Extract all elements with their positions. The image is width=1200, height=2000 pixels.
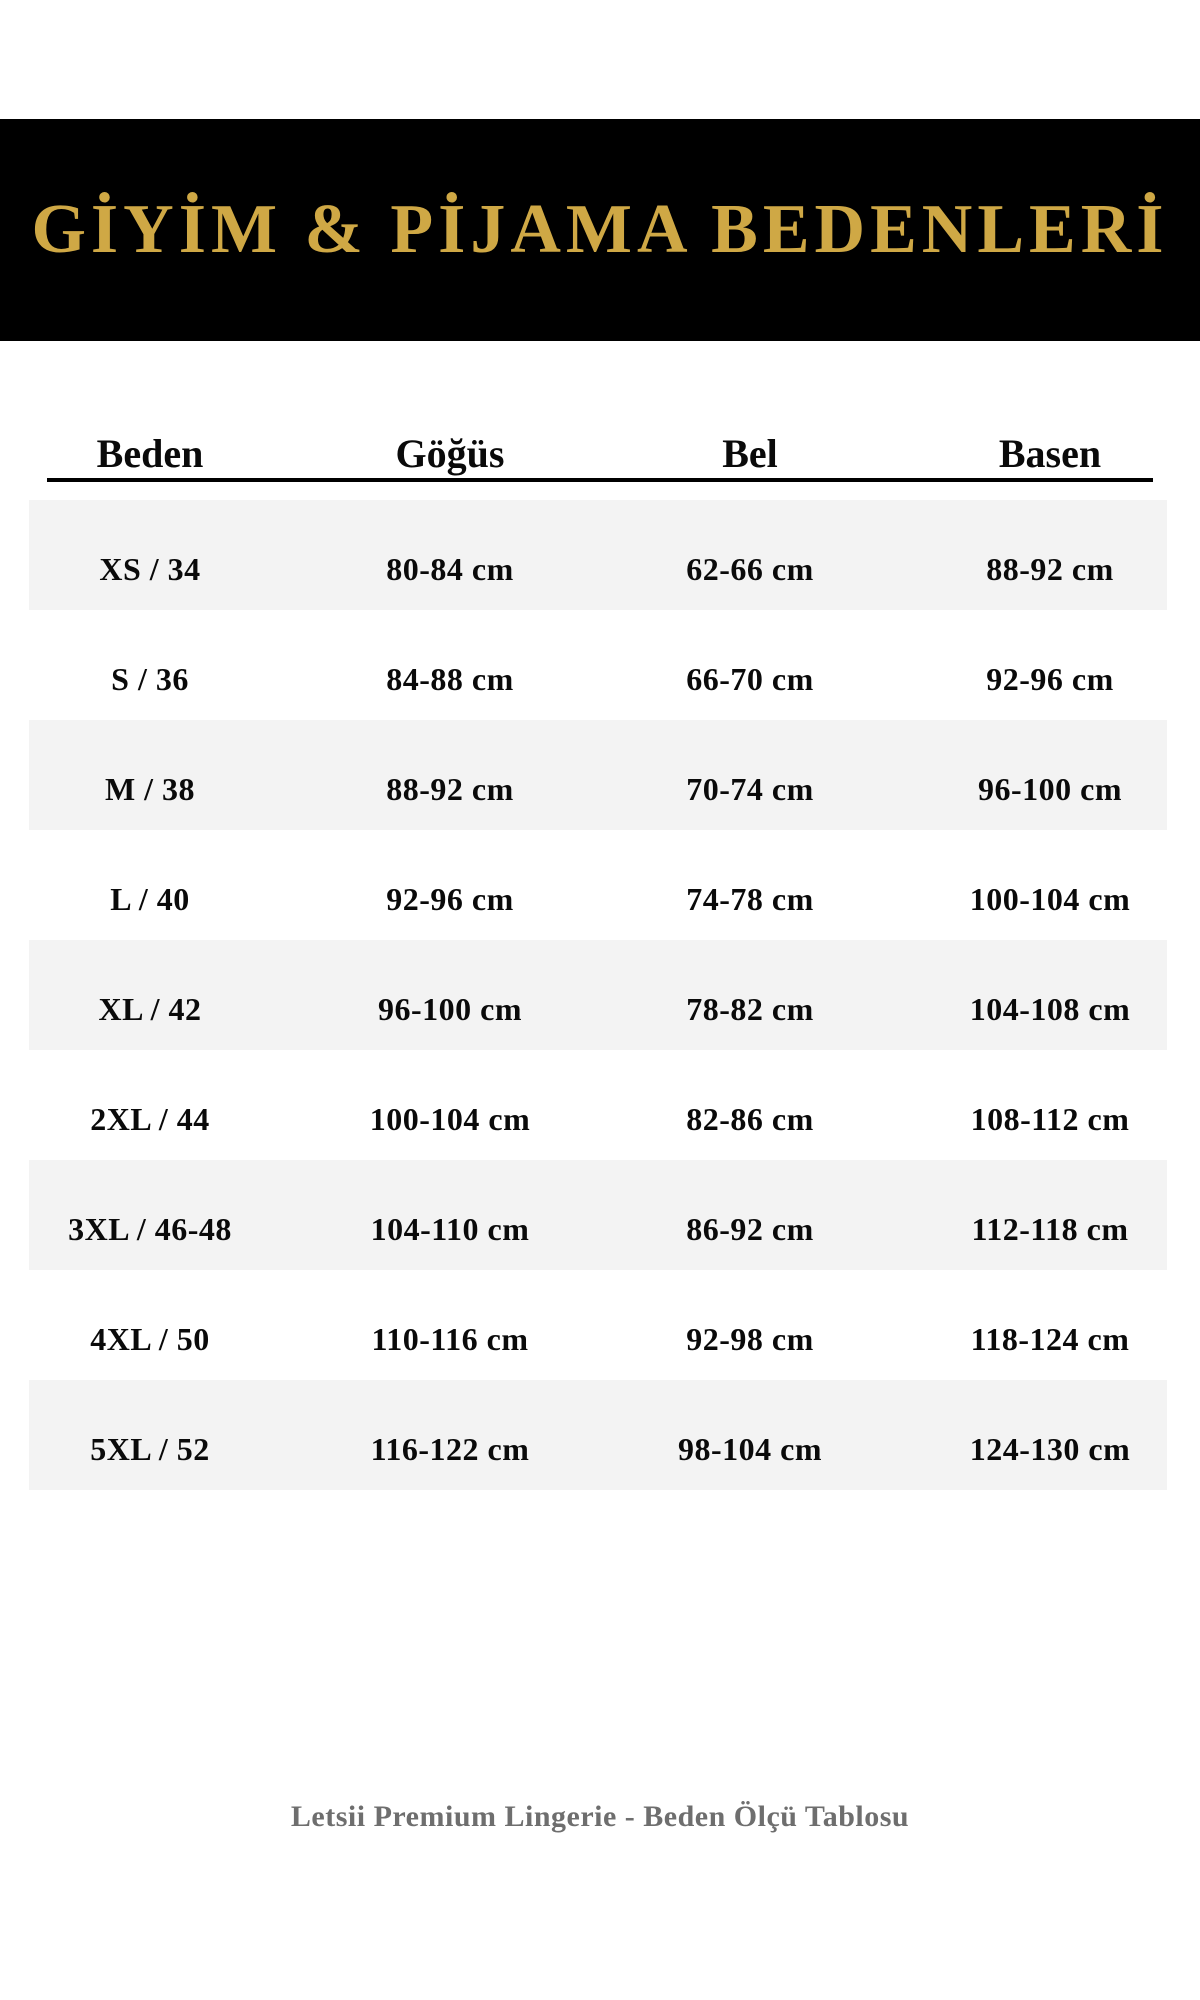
chest-cell: 96-100 cm — [377, 990, 522, 1027]
table-row — [0, 1160, 1200, 1270]
table-row — [0, 610, 1200, 720]
waist-cell: 66-70 cm — [686, 660, 814, 697]
column-header-chest: Göğüs — [395, 430, 505, 476]
size-cell: XL / 42 — [98, 990, 202, 1027]
table-row — [0, 1050, 1200, 1160]
hips-cell: 104-108 cm — [969, 990, 1131, 1027]
table-row — [0, 940, 1200, 1050]
size-cell: L / 40 — [110, 880, 190, 917]
table-row — [0, 720, 1200, 830]
chest-cell: 84-88 cm — [386, 660, 514, 697]
title-banner — [0, 119, 1200, 341]
hips-cell: 118-124 cm — [970, 1320, 1130, 1357]
hips-cell: 108-112 cm — [970, 1100, 1130, 1137]
chest-cell: 80-84 cm — [386, 550, 514, 587]
table-row — [0, 1270, 1200, 1380]
footer-caption: Letsii Premium Lingerie - Beden Ölçü Tablosu — [290, 1800, 910, 1833]
waist-cell: 82-86 cm — [686, 1100, 814, 1137]
size-cell: 5XL / 52 — [90, 1430, 210, 1467]
size-cell: 2XL / 44 — [90, 1100, 210, 1137]
waist-cell: 86-92 cm — [686, 1210, 814, 1247]
chest-cell: 110-116 cm — [371, 1320, 529, 1357]
chest-cell: 92-96 cm — [386, 880, 514, 917]
chest-cell: 104-110 cm — [370, 1210, 530, 1247]
table-row — [0, 500, 1200, 610]
column-header-waist: Bel — [722, 430, 778, 476]
waist-cell: 74-78 cm — [686, 880, 814, 917]
waist-cell: 78-82 cm — [686, 990, 814, 1027]
header-rule — [47, 478, 1153, 482]
size-cell: S / 36 — [111, 660, 189, 697]
hips-cell: 88-92 cm — [986, 550, 1114, 587]
hips-cell: 124-130 cm — [969, 1430, 1131, 1467]
size-cell: 4XL / 50 — [90, 1320, 210, 1357]
size-cell: 3XL / 46-48 — [68, 1210, 232, 1247]
table-row — [0, 830, 1200, 940]
hips-cell: 100-104 cm — [969, 880, 1131, 917]
page-title: GİYİM & PİJAMA BEDENLERİ — [31, 191, 1169, 268]
column-header-size: Beden — [96, 430, 204, 476]
hips-cell: 96-100 cm — [977, 770, 1122, 807]
table-row — [0, 1380, 1200, 1490]
waist-cell: 98-104 cm — [677, 1430, 822, 1467]
waist-cell: 92-98 cm — [686, 1320, 814, 1357]
hips-cell: 92-96 cm — [986, 660, 1114, 697]
hips-cell: 112-118 cm — [971, 1210, 1129, 1247]
chest-cell: 100-104 cm — [369, 1100, 531, 1137]
size-cell: M / 38 — [104, 770, 196, 807]
waist-cell: 62-66 cm — [686, 550, 814, 587]
chest-cell: 88-92 cm — [386, 770, 514, 807]
size-cell: XS / 34 — [99, 550, 201, 587]
waist-cell: 70-74 cm — [686, 770, 814, 807]
chest-cell: 116-122 cm — [370, 1430, 530, 1467]
table-body — [0, 500, 1200, 1490]
table-header-row — [0, 424, 1200, 482]
column-header-hips: Basen — [998, 430, 1102, 476]
